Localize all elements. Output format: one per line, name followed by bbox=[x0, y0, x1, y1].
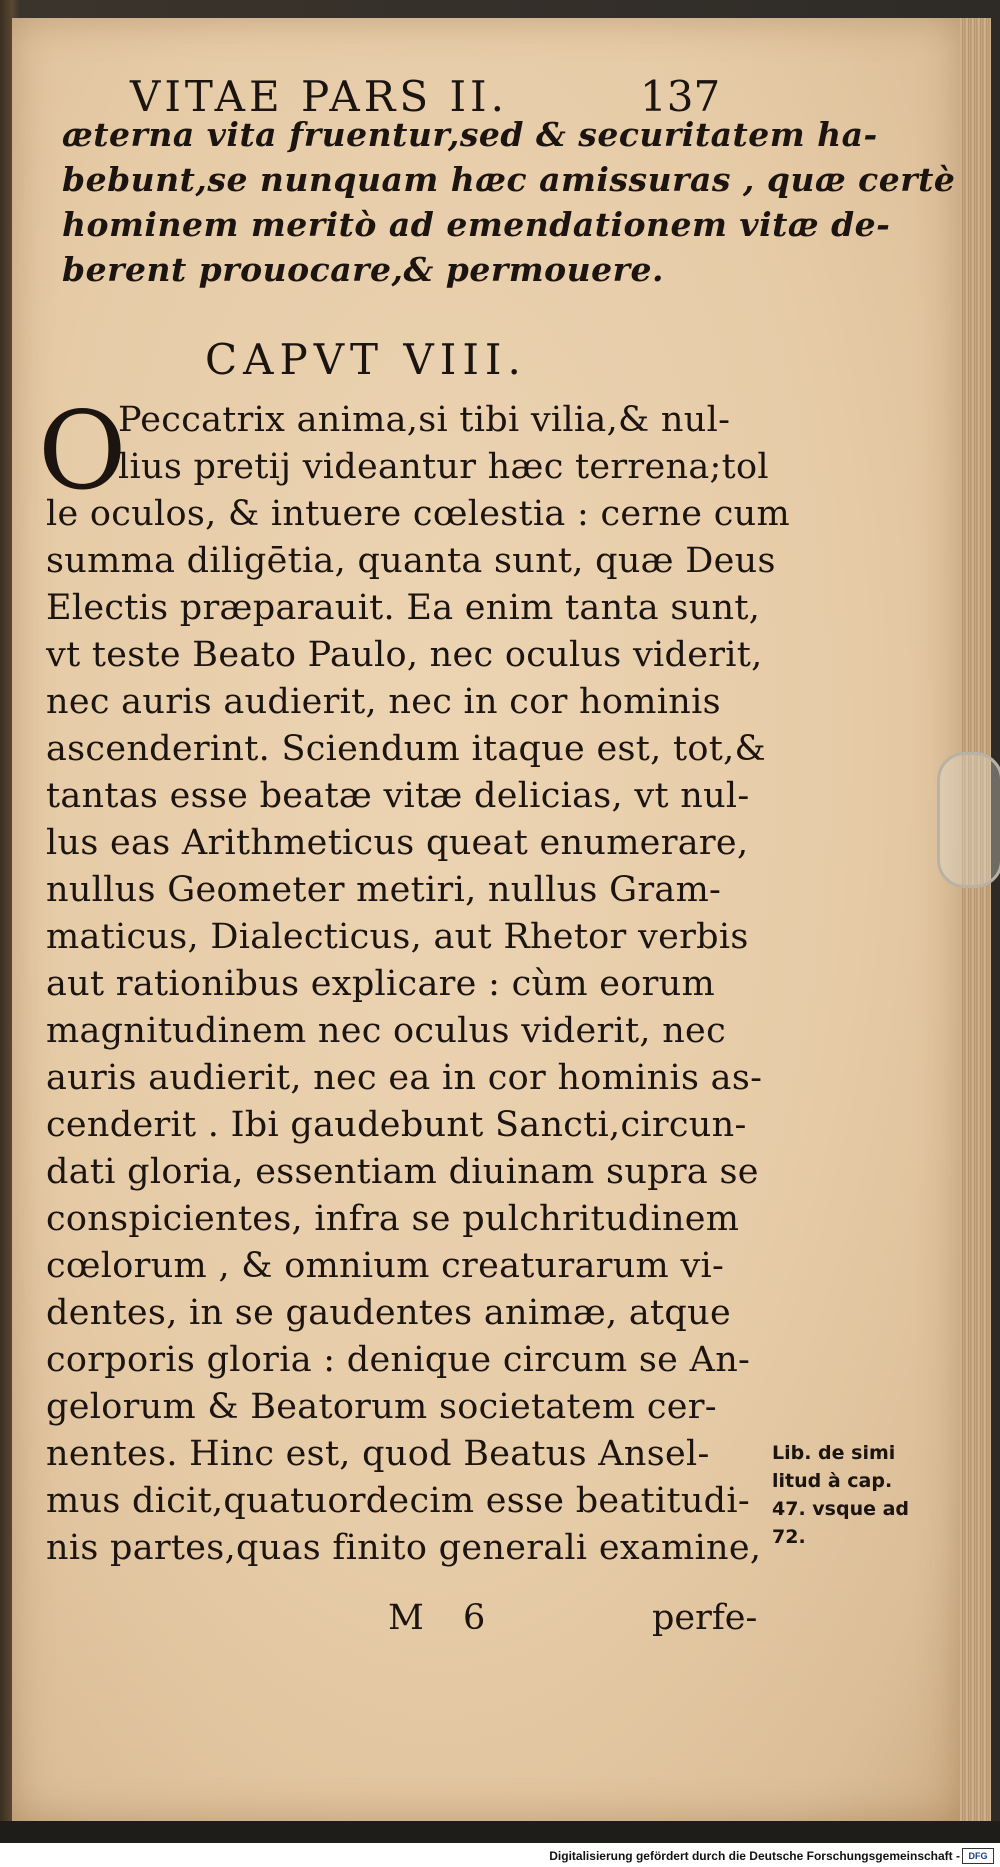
body-line: nis partes,quas finito generali examine, bbox=[46, 1528, 762, 1568]
body-line: nentes. Hinc est, quod Beatus Ansel- bbox=[46, 1434, 710, 1474]
body-line: corporis gloria : denique circum se An- bbox=[46, 1340, 751, 1380]
body-line: ascenderint. Sciendum itaque est, tot,& bbox=[46, 729, 766, 769]
body-line: le oculos, & intuere cœlestia : cerne cum bbox=[46, 494, 790, 534]
body-line: nullus Geometer metiri, nullus Gram- bbox=[46, 870, 722, 910]
page-number: 137 bbox=[640, 72, 721, 121]
margin-note-line: 72. bbox=[772, 1526, 806, 1548]
body-line: dati gloria, essentiam diuinam supra se bbox=[46, 1152, 759, 1192]
signature-mark: M 6 bbox=[388, 1598, 500, 1638]
body-line: maticus, Dialecticus, aut Rhetor verbis bbox=[46, 917, 749, 957]
body-line: aut rationibus explicare : cùm eorum bbox=[46, 964, 715, 1004]
italic-line: berent prouocare,& permouere. bbox=[62, 250, 665, 289]
chapter-heading: CAPVT VIII. bbox=[205, 335, 527, 384]
body-line: cenderit . Ibi gaudebunt Sancti,circun- bbox=[46, 1105, 747, 1145]
body-line: auris audierit, nec ea in cor hominis as- bbox=[46, 1058, 763, 1098]
body-line: lus eas Arithmeticus queat enumerare, bbox=[46, 823, 749, 863]
body-line: mus dicit,quatuordecim esse beatitudi- bbox=[46, 1481, 750, 1521]
italic-line: bebunt,se nunquam hæc amissuras , quæ certè bbox=[62, 160, 956, 199]
margin-note-line: 47. vsque ad bbox=[772, 1498, 910, 1520]
body-line: Electis præparauit. Ea enim tanta sunt, bbox=[46, 588, 761, 628]
body-line: cœlorum , & omnium creaturarum vi- bbox=[46, 1246, 725, 1286]
margin-note-line: Lib. de simi bbox=[772, 1442, 896, 1464]
italic-line: æterna vita fruentur,sed & securitatem ha- bbox=[62, 115, 878, 154]
body-line: Peccatrix anima,si tibi vilia,& nul- bbox=[118, 400, 731, 440]
margin-note-line: litud à cap. bbox=[772, 1470, 893, 1492]
body-line: gelorum & Beatorum societatem cer- bbox=[46, 1387, 717, 1427]
footer-credit: Digitalisierung gefördert durch die Deutsche Forschungsgemeinschaft - bbox=[549, 1849, 960, 1863]
italic-line: hominem meritò ad emendationem vitæ de- bbox=[62, 205, 891, 244]
body-line: lius pretij videantur hæc terrena;tol bbox=[118, 447, 769, 487]
dfg-logo: DFG bbox=[962, 1848, 994, 1864]
catchword: perfe- bbox=[652, 1598, 758, 1638]
body-line: tantas esse beatæ vitæ delicias, vt nul- bbox=[46, 776, 750, 816]
body-line: dentes, in se gaudentes animæ, atque bbox=[46, 1293, 731, 1333]
body-line: vt teste Beato Paulo, nec oculus viderit, bbox=[46, 635, 763, 675]
running-head-title: VITAE PARS II. bbox=[130, 72, 508, 121]
body-line: magnitudinem nec oculus viderit, nec bbox=[46, 1011, 726, 1051]
scanner-bottom-band bbox=[0, 1821, 1000, 1843]
body-line: conspicientes, infra se pulchritudinem bbox=[46, 1199, 740, 1239]
body-line: nec auris audierit, nec in cor hominis bbox=[46, 682, 721, 722]
body-line: summa diligētia, quanta sunt, quæ Deus bbox=[46, 541, 776, 581]
drop-cap: O bbox=[38, 389, 127, 514]
paper-clip bbox=[937, 752, 1000, 888]
page-edges bbox=[955, 18, 991, 1838]
